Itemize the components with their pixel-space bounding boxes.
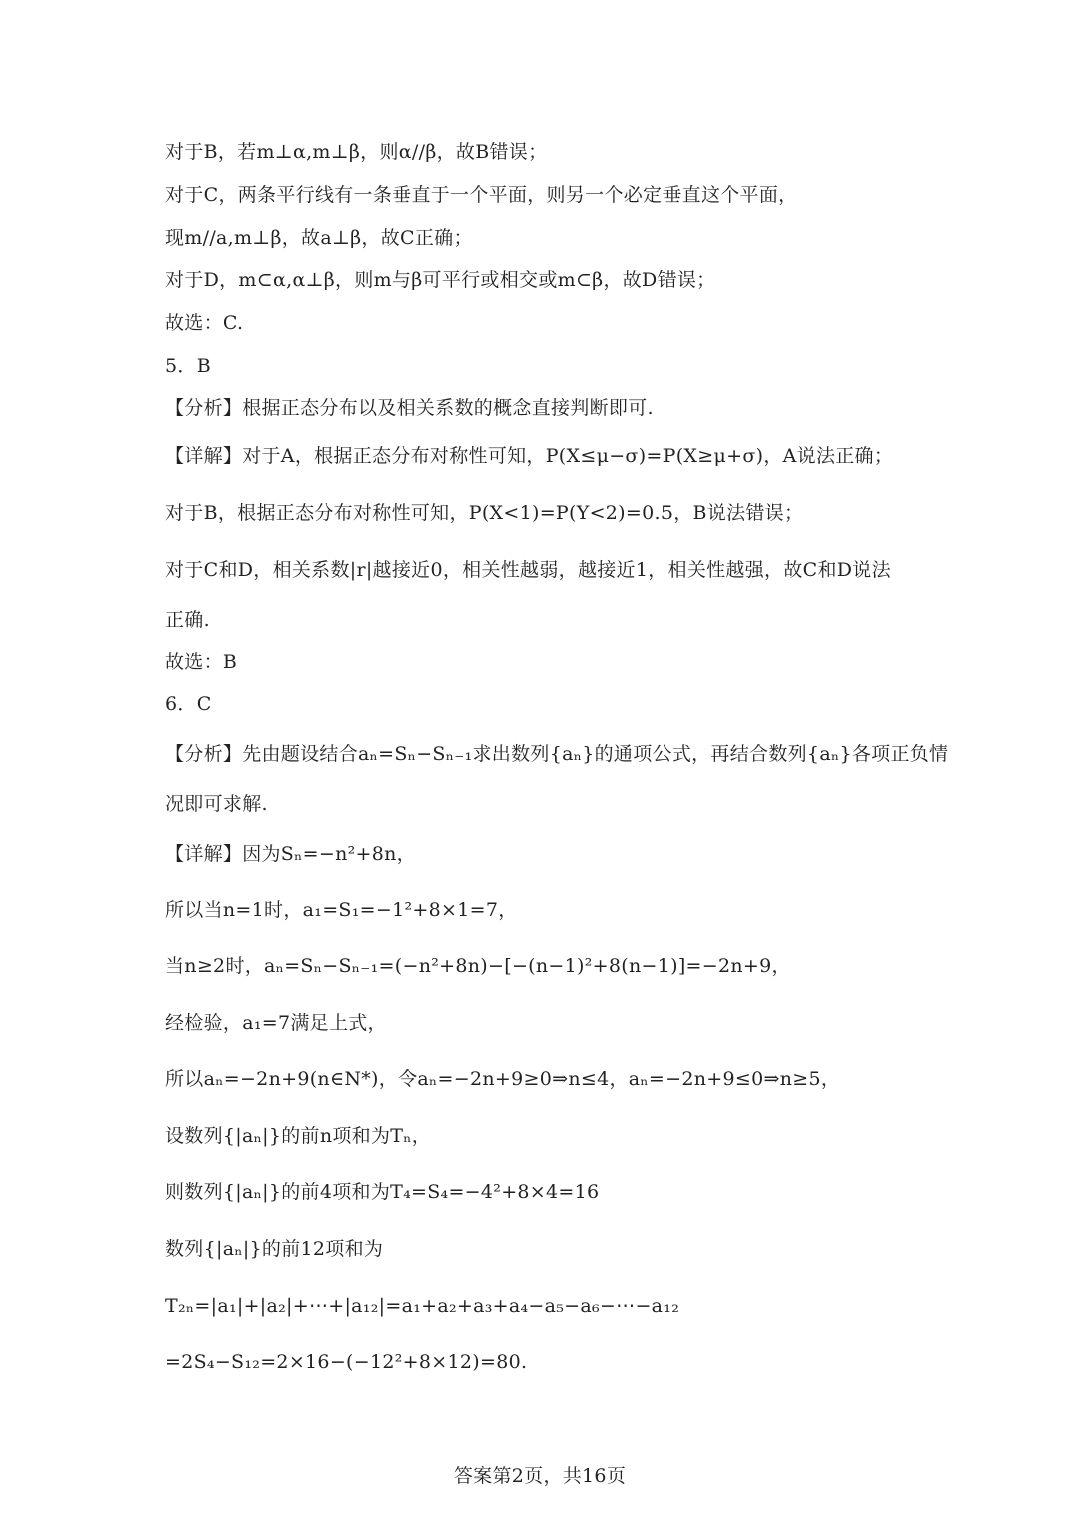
text-line: 故选：B [165,651,238,673]
text-line: 正确. [165,609,210,631]
analysis-line: 【分析】根据正态分布以及相关系数的概念直接判断即可. [165,397,654,419]
text-line: 对于D，m⊂α,α⊥β，则m与β可平行或相交或m⊂β，故D错误； [165,269,716,291]
text-line: 故选：C. [165,312,244,334]
text-line: 对于C，两条平行线有一条垂直于一个平面，则另一个必定垂直这个平面， [165,184,798,206]
text-line: 设数列{|aₙ|}的前n项和为Tₙ， [165,1125,432,1147]
text-line: 现m//a,m⊥β，故a⊥β，故C正确； [165,227,473,249]
text-line: 对于B，若m⊥α,m⊥β，则α//β，故B错误； [165,141,548,163]
formula-line: T₂ₙ=|a₁|+|a₂|+⋯+|a₁₂|=a₁+a₂+a₃+a₄−a₅−a₆−⋯−a₁₂ [165,1295,680,1317]
question-number: 5．B [165,355,211,377]
formula-line: 当n≥2时，aₙ=Sₙ−Sₙ₋₁=(−n²+8n)−[−(n−1)²+8(n−1)]=−2n+9， [165,955,791,977]
detail-line: 【详解】对于A，根据正态分布对称性可知，P(X≤μ−σ)=P(X≥μ+σ)，A说法正确； [165,445,894,467]
formula-line: 所以aₙ=−2n+9(n∈N*)，令aₙ=−2n+9≥0⇒n≤4，aₙ=−2n+9≤0⇒n≥5， [165,1068,841,1090]
detail-line: 【详解】因为Sₙ=−n²+8n， [165,843,416,865]
formula-line: 则数列{|aₙ|}的前4项和为T₄=S₄=−4²+8×4=16 [165,1181,600,1203]
question-number: 6．C [165,693,212,715]
page-footer: 答案第2页，共16页 [453,1465,627,1487]
analysis-line: 【分析】先由题设结合aₙ=Sₙ−Sₙ₋₁求出数列{aₙ}的通项公式，再结合数列{aₙ}各项正负情 [165,743,949,765]
text-line: 数列{|aₙ|}的前12项和为 [165,1238,384,1260]
text-line: 对于C和D，相关系数|r|越接近0，相关性越弱，越接近1，相关性越强，故C和D说法 [165,559,891,581]
text-line: 况即可求解. [165,793,268,815]
text-line: 对于B，根据正态分布对称性可知，P(X<1)=P(Y<2)=0.5，B说法错误； [165,502,804,524]
text-line: 经检验，a₁=7满足上式， [165,1012,387,1034]
formula-line: 所以当n=1时，a₁=S₁=−1²+8×1=7， [165,899,518,921]
formula-line: =2S₄−S₁₂=2×16−(−12²+8×12)=80. [165,1351,528,1373]
